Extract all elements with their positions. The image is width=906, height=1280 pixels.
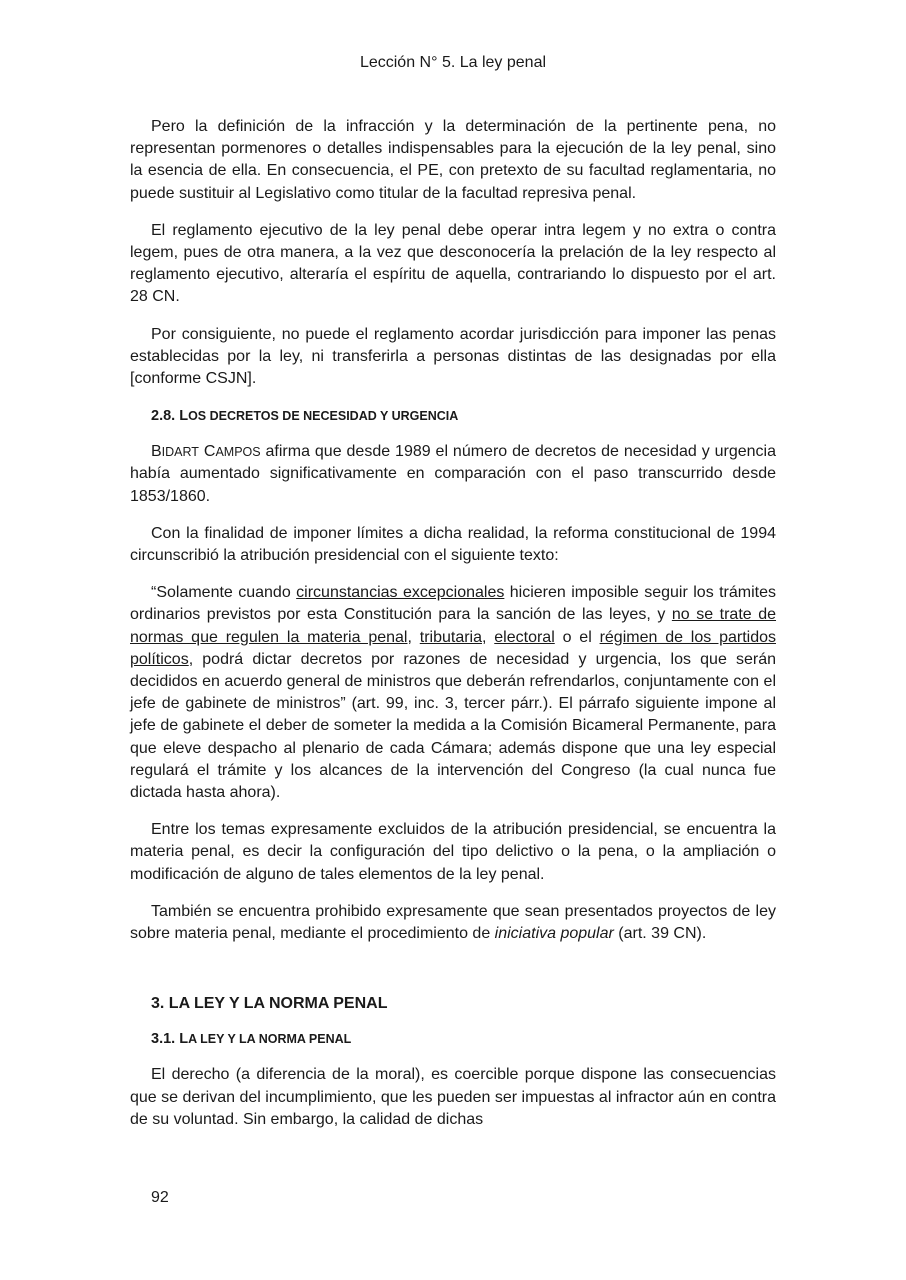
paragraph-temas-excluidos: Entre los temas expresamente excluidos de la atribución presidencial, se encuentra la materia penal, es decir la configuración del tipo delictivo o la pena, o la ampliación o modificación de alguno de tales elementos de la ley penal. — [130, 821, 776, 883]
author-rest: IDART — [161, 445, 199, 460]
underlined-term: tributaria — [419, 628, 482, 646]
section-number: 2.8. — [151, 408, 176, 425]
document-body — [130, 116, 776, 1146]
section-title-initial: L — [179, 1031, 189, 1048]
underlined-term: electoral — [494, 628, 555, 646]
paragraph-derecho-coercible: El derecho (a diferencia de la moral), es coercible porque dispone las consecuencias que se derivan del incumplimiento, que les pueden ser impuestas al infractor aún en contra de su voluntad. Sin embargo, la calidad de dichas — [130, 1066, 776, 1128]
section-heading-3-1 — [130, 1028, 776, 1050]
section-number: 3.1. — [151, 1031, 176, 1048]
paragraph-iniciativa-popular — [130, 901, 776, 945]
text-run: , — [482, 628, 495, 646]
paragraph-bidart-campos — [130, 441, 776, 508]
page-number: 92 — [151, 1189, 169, 1206]
section-heading-2-8 — [130, 405, 776, 427]
author-initial: B — [151, 443, 162, 461]
author-name — [151, 443, 261, 460]
underlined-term: régimen de los partidos políticos — [130, 628, 776, 668]
text-run: , — [407, 628, 420, 646]
underlined-term: no se trate de normas que regulen la materia penal — [130, 606, 777, 646]
text-run: También se encuentra prohibido expresamente que sean presentados proyectos de ley sobre materia penal, mediante el procedimiento de — [130, 902, 776, 943]
paragraph-cita-constitucional — [130, 582, 776, 804]
text-run: , podrá dictar decretos por razones de necesidad y urgencia, los que serán decididos en acuerdo general de ministros que deberán refrendarlos, conjuntamente con el jefe de gabinete de ministros” (art. 99, inc. 3, tercer párr.). El párrafo siguiente impone al jefe de gabinete el deber de someter la medida a la Comisión Bicameral Permanente, para que eleve despacho al plenario de cada Cámara; además dispone que una ley especial regulará el trámite y los alcances de la intervención del Congreso (la cual nunca fue dictada hasta ahora). — [130, 650, 776, 802]
page-header: Lección N° 5. La ley penal — [359, 54, 547, 71]
paragraph-reforma-1994: Con la finalidad de imponer límites a dicha realidad, la reforma constitucional de 1994 circunscribió la atribución presidencial con el siguiente texto: — [130, 524, 776, 565]
italic-term: iniciativa popular — [494, 925, 614, 943]
paragraph-text: afirma que desde 1989 el número de decretos de necesidad y urgencia había aumentado significativamente en comparación con el paso transcurrido desde 1853/1860. — [130, 443, 776, 505]
section-title-rest: A LEY Y LA NORMA PENAL — [188, 1032, 352, 1047]
underlined-term: circunstancias excepcionales — [296, 584, 505, 602]
section-title-initial: L — [179, 408, 189, 425]
paragraph-jurisdiccion: Por consiguiente, no puede el reglamento acordar jurisdicción para imponer las penas establecidas por la ley, ni transferirla a personas distintas de las designadas por ella [conforme CSJN]. — [130, 325, 776, 388]
author-initial: C — [203, 443, 216, 461]
section-heading-3: 3. LA LEY Y LA NORMA PENAL — [151, 995, 388, 1013]
text-run: “Solamente cuando — [151, 584, 297, 602]
text-run: (art. 39 CN). — [613, 925, 707, 943]
author-rest: AMPOS — [215, 445, 261, 460]
text-run: o el — [554, 628, 600, 646]
paragraph-reglamento-ejecutivo: El reglamento ejecutivo de la ley penal debe operar intra legem y no extra o contra legem, pues de otra manera, a la vez que desconocería la prelación de la ley respecto al reglamento ejecutivo, alteraría el espíritu de aquella, contrariando lo dispuesto por el art. 28 CN. — [130, 221, 776, 306]
section-title-rest: OS DECRETOS DE NECESIDAD Y URGENCIA — [188, 409, 459, 424]
text-run: hicieren imposible seguir los trámites ordinarios previstos por esta Constitución para la sanción de las leyes, y — [130, 584, 777, 624]
paragraph-definicion-infraccion: Pero la definición de la infracción y la determinación de la pertinente pena, no representan pormenores o detalles indispensables para la ejecución de la ley penal, sino la esencia de ella. En consecuencia, el PE, con pretexto de su facultad reglamentaria, no puede sustituir al Legislativo como titular de la facultad represiva penal. — [130, 118, 776, 202]
